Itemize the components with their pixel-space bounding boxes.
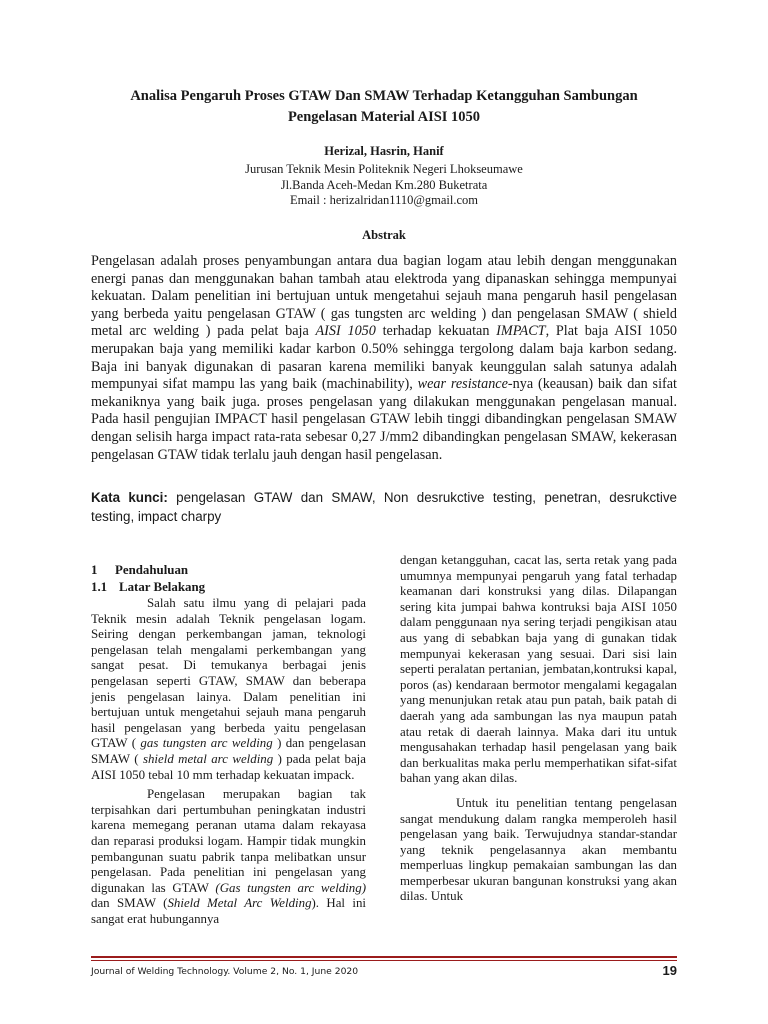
keywords xyxy=(91,488,677,526)
text-run: Pengelasan merupakan bagian tak terpisahkan dari pertumbuhan peningkatan industri karena memegang peranan utama dalam rekayasa dan reparasi produksi logam. Hampir tidak mungkin pembangunan suatu pabrik tanpa melibatkan unsur pengelasan. Pada penelitian ini pengelasan yang digunakan las GTAW xyxy=(91,787,366,895)
abstract-text-2: terhadap kekuatan xyxy=(375,323,497,340)
title-line-1: Analisa Pengaruh Proses GTAW Dan SMAW Terhadap Ketangguhan Sambungan xyxy=(130,88,638,104)
title-line-2: Pengelasan Material AISI 1050 xyxy=(287,109,481,125)
email: Email : herizalridan1110@gmail.com xyxy=(290,193,478,207)
keywords-label: Kata kunci: xyxy=(91,490,168,505)
section-number: 1 xyxy=(91,563,98,577)
affiliation: Jurusan Teknik Mesin Politeknik Negeri Lhokseumawe xyxy=(245,162,523,176)
author-names: Herizal, Hasrin, Hanif xyxy=(324,144,444,158)
spacer xyxy=(400,787,677,796)
left-column xyxy=(91,562,366,927)
right-column xyxy=(400,553,677,905)
abstract-heading: Abstrak xyxy=(362,228,406,242)
right-paragraph-1: dengan ketangguhan, cacat las, serta retak yang pada umumnya mempunyai pengaruh yang fatal terhadap keamanan dari konstruksi yang dilas. Dilapangan sering kita jumpai bahwa kontruksi baja AISI 1050 dalam penggunaan nya sering terjadi pengikisan atau aus yang di sebabkan baja yang di gunakan tidak mempunyai kekerasan yang sesuai. Dari sisi lain seperti peralatan pertanian, jembatan,kontruksi kapal, poros (as) kendaraan bermotor mengalami kegagalan yang menunjukan retak atau pun patah, baik patah di daerah yang ada sambungan las nya maupun patah atau retak di daerah lainnya. Maka dari itu untuk mengusahakan terhadap hasil pengelasan yang baik dan berkualitas maka perlu memperhatikan sifat-sifat bahan yang akan dilas. xyxy=(400,553,677,786)
italic-run: Shield Metal Arc Welding xyxy=(167,896,312,911)
section-title: Pendahuluan xyxy=(115,563,189,577)
intro-paragraph-2 xyxy=(91,787,366,927)
subsection-number: 1.1 xyxy=(91,580,108,594)
abstract-wear: wear resistance xyxy=(417,376,508,393)
keywords-text: pengelasan GTAW dan SMAW, Non desrukctive testing, penetran, desrukctive testing, impact charpy xyxy=(91,490,677,524)
text-run: Salah satu ilmu yang di pelajari pada Teknik mesin adalah Teknik pengelasan logam. Seiring dengan perkembangan jaman, teknologi pengelasan telah mengalami perkembangan yang sangat pesat. Di temukanya berbagai jenis pengelasan seperti GTAW, SMAW dan beberapa jenis pengelasan lainya. Dalam penelitian ini bertujuan untuk mengetahui sejauh mana pengaruh hasil pengelasan yang berbeda yaitu pengelasan GTAW ( xyxy=(91,596,366,751)
journal-footer: Journal of Welding Technology. Volume 2, No. 1, June 2020 xyxy=(91,966,359,977)
abstract-text-3: , Plat baja AISI 1050 merupakan baja yang memiliki kadar karbon 0.50% sehingga tergolong dalam baja karbon sedang. Baja ini banyak digunakan di pasaran karena memiliki banyak keunggulan salah satunya adalah mempunyai sifat mampu las yang baik (machinability), xyxy=(91,323,678,393)
text-run: dan SMAW ( xyxy=(91,896,168,911)
subsection-title: Latar Belakang xyxy=(119,580,206,594)
intro-paragraph-1 xyxy=(91,596,366,783)
abstract-text-1: Pengelasan adalah proses penyambungan antara dua bagian logam atau lebih dengan menggunakan energi panas dan menggunakan bahan tambah atau elektroda yang dipanaskan sehingga mempunyai kekuatan. Dalam penelitian ini bertujuan untuk mengetahui sejauh mana pengaruh hasil pengelasan yang berbeda yaitu pengelasan GTAW ( gas tungsten arc welding ) dan pengelasan SMAW ( shield metal arc welding ) pada pelat baja xyxy=(91,253,677,340)
text-run: ) dan pengelasan SMAW ( xyxy=(91,736,366,766)
text-run: ). Hal ini sangat erat hubungannya xyxy=(91,896,366,926)
page-number: 19 xyxy=(662,963,677,978)
paper-title xyxy=(60,86,708,128)
text-run: ) pada pelat baja AISI 1050 tebal 10 mm terhadap kekuatan impack. xyxy=(91,751,366,782)
italic-run: gas tungsten arc welding xyxy=(140,736,273,751)
abstract-body xyxy=(91,253,677,464)
footer-rule-thick xyxy=(91,956,677,958)
right-paragraph-2: Untuk itu penelitian tentang pengelasan sangat mendukung dalam rangka memperoleh hasil pengelasan yang baik. Terwujudnya standar-standar yang teknik pengelasannya akan membantu memperluas lingkup pemakaian sambungan las dan memperbesar ukuran bangunan konstruksi yang akan dilas. Untuk xyxy=(400,795,677,904)
footer-rule-thin xyxy=(91,960,677,961)
abstract-text-4: -nya (keausan) baik dan sifat mekaniknya yang baik juga. proses pengelasan yang dilakukan menggunakan pengelasan manual. Pada hasil pengujian IMPACT hasil pengelasan GTAW lebih tinggi dibandingkan pengelasan SMAW dengan selisih harga impact rata-rata sebesar 0,27 J/mm2 dibandingkan pengelasan SMAW, kekerasan pengelasan GTAW tidak terlalu jauh dengan hasil pengelasan. xyxy=(91,376,677,463)
section-heading xyxy=(91,562,366,579)
italic-run: (Gas tungsten arc welding) xyxy=(215,880,366,895)
abstract-impact: IMPACT xyxy=(496,323,546,340)
abstract-paragraph xyxy=(91,253,677,464)
subsection-heading xyxy=(91,579,366,596)
italic-run: shield metal arc welding xyxy=(142,751,274,766)
address: Jl.Banda Aceh-Medan Km.280 Buketrata xyxy=(280,178,488,192)
abstract-aisi: AISI 1050 xyxy=(315,323,376,340)
